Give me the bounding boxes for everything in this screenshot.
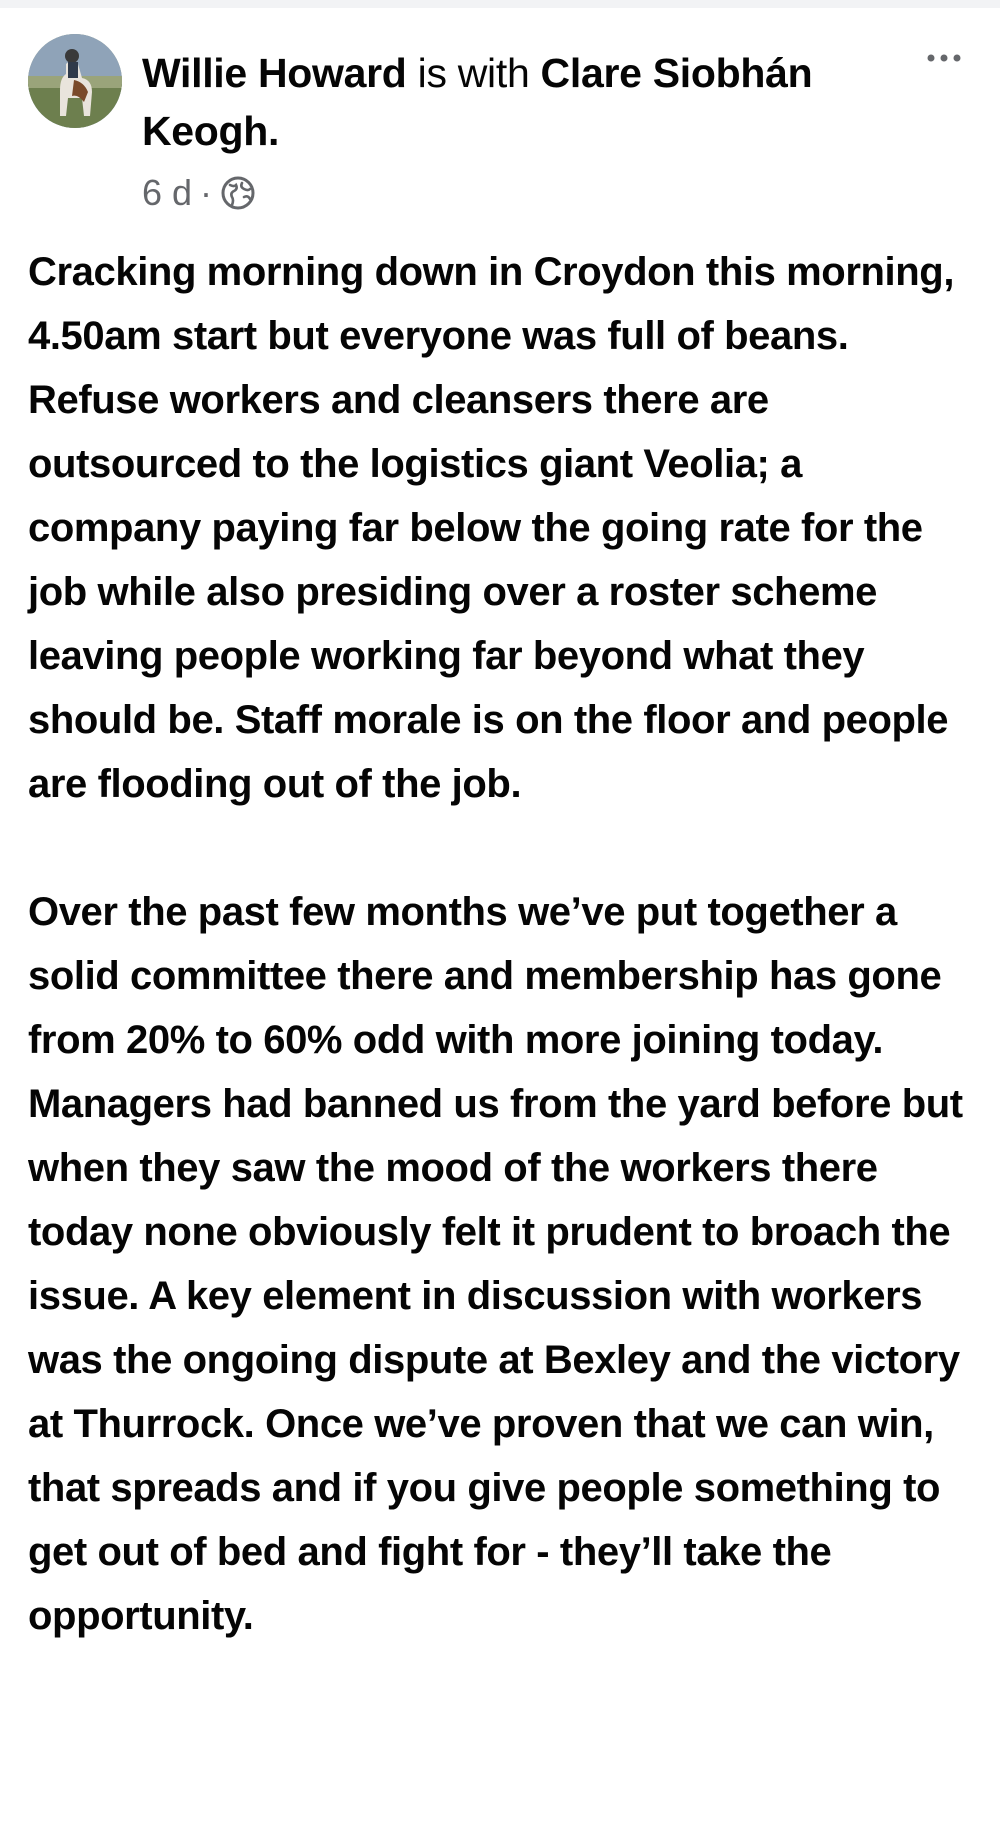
more-options-icon [924,50,964,66]
top-divider [0,0,1000,8]
post-header [142,44,882,160]
avatar-photo [28,34,122,128]
header-period: . [268,108,280,154]
author-avatar[interactable] [28,34,122,128]
with-connector: is with [406,50,541,96]
tagged-person[interactable]: Clare Siobhán Keogh [142,50,813,154]
post-paragraph: Cracking morning down in Croydon this morning, 4.50am start but everyone was full of beans. Refuse workers and cleansers there are outsourced to the logistics giant Veolia; a company paying far below the going rate for the job while also presiding over a roster scheme leaving people working far beyond what they should be. Staff morale is on the floor and people are flooding out of the job. [28,250,955,806]
post-paragraph: Over the past few months we’ve put together a solid committee there and membership has gone from 20% to 60% odd with more joining today. Managers had banned us from the yard before but when they saw the mood of the workers there today none obviously felt it prudent to broach the issue. A key element in discussion with workers was the ongoing dispute at Bexley and the victory at Thurrock. Once we’ve proven that we can win, that spreads and if you give people something to get out of bed and fight for - they’ll take the opportunity. [28,890,963,1638]
post-card [0,8,1000,1830]
author-name[interactable]: Willie Howard [142,50,407,96]
post-timestamp[interactable]: 6 d [142,172,193,213]
globe-icon [220,175,256,211]
post-body [28,240,978,1648]
more-options-button[interactable] [924,50,964,66]
meta-separator: · [200,172,213,213]
post-meta [142,170,256,216]
